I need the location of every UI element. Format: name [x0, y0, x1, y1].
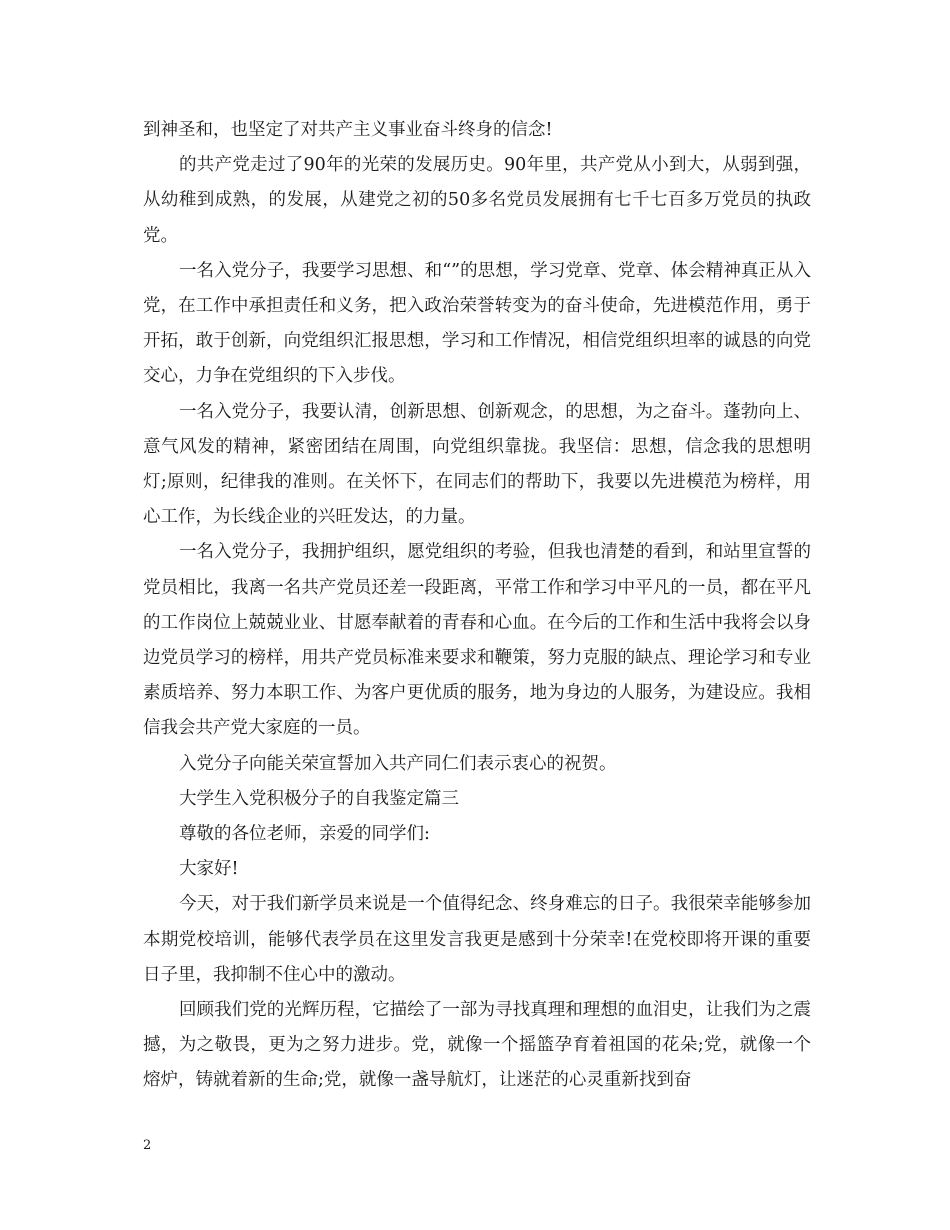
- page-number: 2: [143, 1138, 152, 1153]
- greeting: 大家好!: [179, 859, 239, 880]
- paragraph-5: 一名入党分子，我拥护组织，愿党组织的考验，但我也清楚的看到，和站里宣誓的党员相比，我离一名共产党员还差一段距离，平常工作和学习中平凡的一员，都在平凡的工作岗位上兢兢业业、甘愿奉献着的青春和心血。在今后的工作和生活中我将会以身边党员学习的榜样，用共产党员标准来要求和鞭策，努力克服的缺点、理论学习和专业素质培养、努力本职工作、为客户更优质的服务，地为身边的人服务，为建设应。我相信我会共产党大家庭的一员。: [143, 542, 811, 739]
- document-body: [143, 113, 811, 1099]
- paragraph-10: 今天，对于我们新学员来说是一个值得纪念、终身难忘的日子。我很荣幸能够参加本期党校培训，能够代表学员在这里发言我更是感到十分荣幸!在党校即将开课的重要日子里，我抑制不住心中的激动。: [143, 894, 811, 985]
- paragraph-3: 一名入党分子，我要学习思想、和“”的思想，学习党章、党章、体会精神真正从入党，在工作中承担责任和义务，把入政治荣誉转变为的奋斗使命，先进模范作用，勇于开拓，敢于创新，向党组织汇报思想，学习和工作情况，相信党组织坦率的诚恳的向党交心，力争在党组织的下入步伐。: [143, 260, 811, 387]
- section-heading: 大学生入党积极分子的自我鉴定篇三: [179, 788, 459, 809]
- paragraph-4: 一名入党分子，我要认清，创新思想、创新观念，的思想，为之奋斗。蓬勃向上、意气风发的精神，紧密团结在周围，向党组织靠拢。我坚信：思想，信念我的思想明灯;原则，纪律我的准则。在关怀下，在同志们的帮助下，我要以先进模范为榜样，用心工作，为长线企业的兴旺发达，的力量。: [143, 401, 811, 528]
- paragraph-11: 回顾我们党的光辉历程，它描绘了一部为寻找真理和理想的血泪史，让我们为之震撼，为之敬畏，更为之努力进步。党，就像一个摇篮孕育着祖国的花朵;党，就像一个熔炉，铸就着新的生命;党，就像一盏导航灯，让迷茫的心灵重新找到奋: [143, 1000, 811, 1091]
- salutation: 尊敬的各位老师，亲爱的同学们:: [179, 824, 430, 845]
- paragraph-2: 的共产党走过了90年的光荣的发展历史。90年里，共产党从小到大，从弱到强，从幼稚到成熟，的发展，从建党之初的50多名党员发展拥有七千七百多万党员的执政党。: [143, 155, 811, 246]
- paragraph-6: 入党分子向能关荣宣誓加入共产同仁们表示衷心的祝贺。: [179, 753, 617, 774]
- paragraph-1: 到神圣和，也坚定了对共产主义事业奋斗终身的信念!: [143, 120, 553, 140]
